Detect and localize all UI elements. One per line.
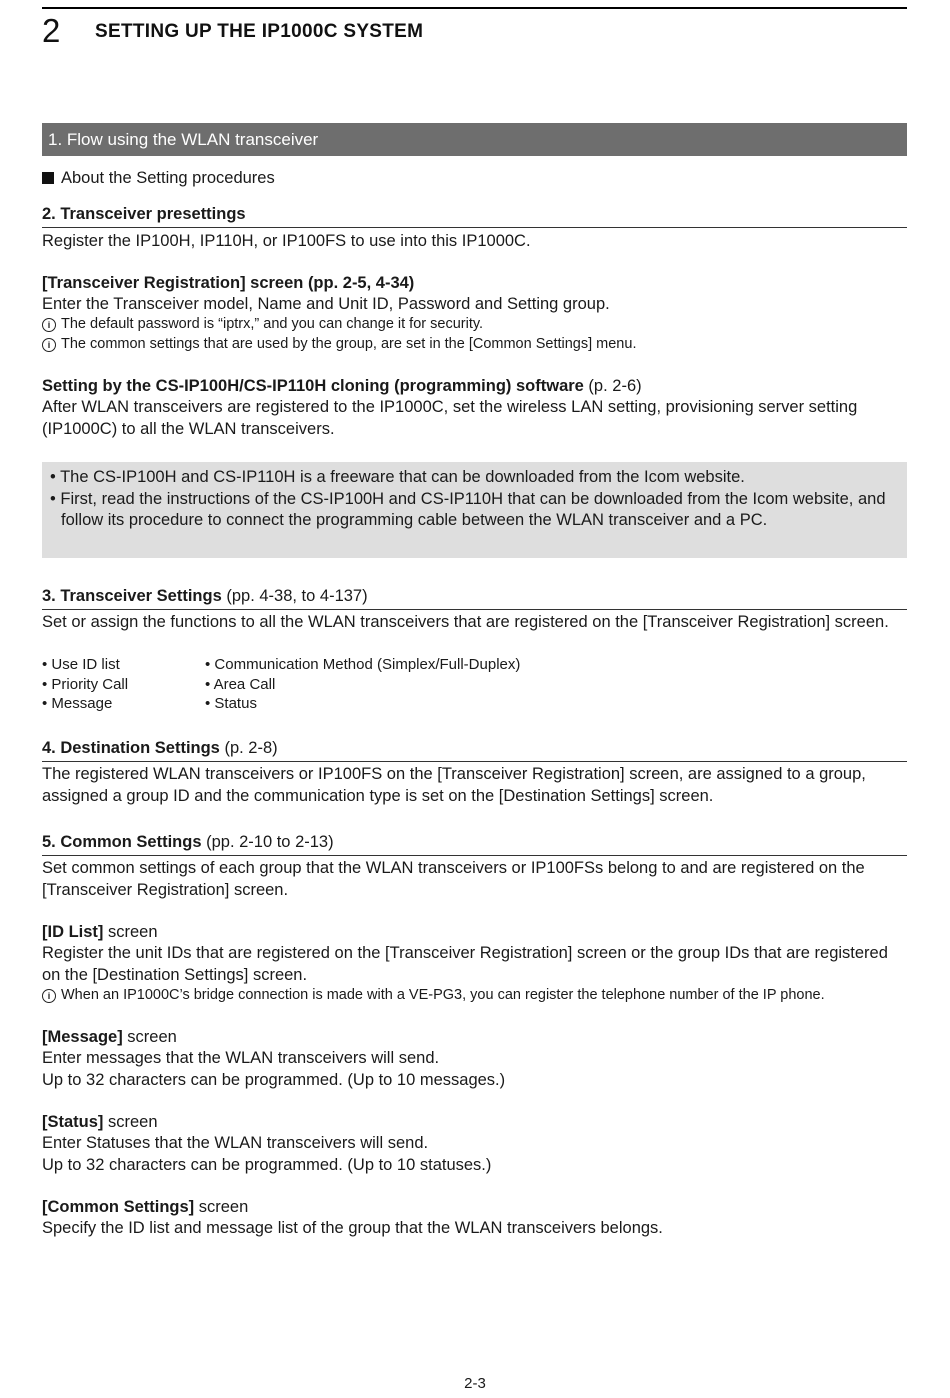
common-settings-text: Specify the ID list and message list of the group that the WLAN transceivers belongs. [42, 1219, 663, 1237]
info-box-item: • The CS-IP100H and CS-IP110H is a freeware that can be downloaded from the Icom website. [50, 468, 745, 486]
list-item: • Status [205, 695, 257, 712]
section-4-ref: (p. 2-8) [219, 739, 278, 757]
info-box-item: • First, read the instructions of the CS-IP100H and CS-IP110H that can be downloaded from the Icom website, and follow its procedure to connect the programming cable between the WLAN transceiver and a PC. [50, 489, 886, 529]
note-common [42, 335, 907, 355]
info-icon: i [42, 989, 56, 1003]
section-5-title: 5. Common Settings [42, 833, 202, 851]
section-bar: 1. Flow using the WLAN transceiver [42, 123, 907, 156]
section-3-title: 3. Transceiver Settings [42, 587, 222, 605]
message-heading-bold: [Message] [42, 1028, 123, 1046]
section-3-text: Set or assign the functions to all the WLAN transceivers that are registered on the [Transceiver Registration] screen. [42, 613, 889, 631]
section-4-title: 4. Destination Settings [42, 739, 220, 757]
common-settings-heading-rest: screen [194, 1198, 249, 1216]
info-box [42, 462, 907, 558]
section-4-text: The registered WLAN transceivers or IP100FS on the [Transceiver Registration] screen, are assigned to a group, assigned a group ID and the communication type is set on the [Destination Settings] screen. [42, 765, 866, 805]
list-item: • Message [42, 695, 113, 712]
message-text-1: Enter messages that the WLAN transceivers will send. [42, 1049, 440, 1067]
section-5-heading [42, 832, 907, 856]
about-heading [42, 168, 907, 190]
section-5-text: Set common settings of each group that the WLAN transceivers or IP100FSs belong to and are registered on the [Transceiver Registration] screen. [42, 859, 865, 899]
idlist-note-text: When an IP1000C’s bridge connection is made with a VE-PG3, you can register the telephone number of the IP phone. [61, 987, 825, 1003]
function-list [42, 655, 907, 714]
note-password [42, 315, 907, 335]
note-password-text: The default password is “iptrx,” and you can change it for security. [61, 316, 484, 332]
registration-text: Enter the Transceiver model, Name and Unit ID, Password and Setting group. [42, 295, 610, 313]
common-settings-heading-bold: [Common Settings] [42, 1198, 195, 1216]
section-5-ref: (pp. 2-10 to 2-13) [201, 833, 334, 851]
idlist-heading [42, 922, 907, 944]
status-text-2: Up to 32 characters can be programmed. (Up to 10 statuses.) [42, 1156, 492, 1174]
status-text-1: Enter Statuses that the WLAN transceivers will send. [42, 1134, 429, 1152]
info-icon: i [42, 318, 56, 332]
cloning-heading [42, 376, 907, 398]
section-4-heading [42, 738, 907, 762]
message-heading [42, 1027, 907, 1049]
section-2-heading: 2. Transceiver presettings [42, 204, 907, 228]
section-3-ref: (pp. 4-38, to 4-137) [221, 587, 368, 605]
status-heading [42, 1112, 907, 1134]
section-3-heading [42, 586, 907, 610]
idlist-heading-rest: screen [103, 923, 158, 941]
chapter-title: SETTING UP THE IP1000C SYSTEM [95, 21, 424, 42]
list-item: • Use ID list [42, 656, 120, 673]
idlist-heading-bold: [ID List] [42, 923, 104, 941]
square-bullet-icon [42, 172, 54, 184]
idlist-text: Register the unit IDs that are registered on the [Transceiver Registration] screen or the group IDs that are registered on the [Destination Settings] screen. [42, 944, 888, 984]
status-heading-bold: [Status] [42, 1113, 104, 1131]
message-heading-rest: screen [122, 1028, 177, 1046]
idlist-note [42, 986, 907, 1006]
cloning-heading-bold: Setting by the CS-IP100H/CS-IP110H cloning (programming) software [42, 377, 584, 395]
note-common-text: The common settings that are used by the group, are set in the [Common Settings] menu. [61, 336, 637, 352]
top-rule [42, 7, 907, 9]
about-text: About the Setting procedures [61, 169, 275, 187]
cloning-ref: (p. 2-6) [583, 377, 642, 395]
common-settings-heading [42, 1197, 907, 1219]
status-heading-rest: screen [103, 1113, 158, 1131]
cloning-text: After WLAN transceivers are registered to the IP1000C, set the wireless LAN setting, provisioning server setting (IP1000C) to all the WLAN transceivers. [42, 398, 858, 438]
registration-heading: [Transceiver Registration] screen (pp. 2-5, 4-34) [42, 274, 415, 292]
page-number: 2-3 [464, 1375, 486, 1392]
chapter-number: 2 [42, 12, 61, 49]
section-2-text: Register the IP100H, IP110H, or IP100FS to use into this IP1000C. [42, 232, 531, 250]
list-item: • Communication Method (Simplex/Full-Duplex) [205, 656, 521, 673]
list-item: • Area Call [205, 675, 276, 693]
info-icon: i [42, 338, 56, 352]
list-item: • Priority Call [42, 675, 129, 693]
message-text-2: Up to 32 characters can be programmed. (Up to 10 messages.) [42, 1071, 506, 1089]
